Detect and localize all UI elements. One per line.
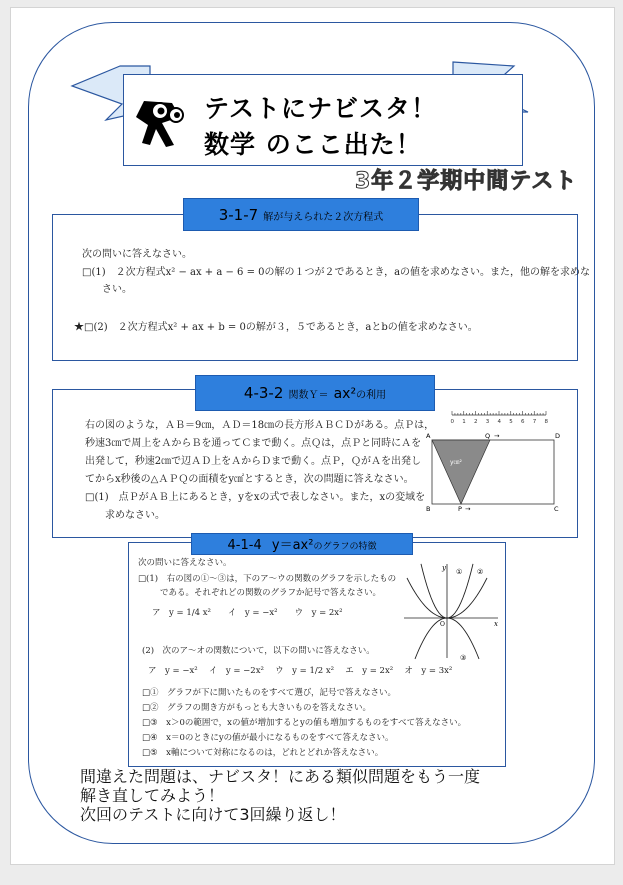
parabola-graph <box>402 560 502 666</box>
ruler-label: 6 <box>521 419 525 425</box>
s3-q2-options: ア y = −x² イ y = −2x² ウ y = 1/2 x² エ y = 2x² オ y = 3x² <box>148 666 453 676</box>
ruler-label: 0 <box>450 419 454 425</box>
footer-line: 次回のテストに向けて3回繰り返し！ <box>80 805 346 824</box>
arrow-right-icon: → <box>494 432 500 440</box>
s3-q2-intro: (2) 次のア～オの関数について，以下の問いに答えなさい。 <box>142 646 375 656</box>
section-4-1-4-tab <box>191 533 413 555</box>
tab-code: 4-1-4 <box>227 538 262 553</box>
s3-item: □④ x＝0のときにyの値が最小になるものをすべて答えなさい。 <box>142 733 394 743</box>
s1-intro: 次の問いに答えなさい。 <box>82 249 192 260</box>
label-a: A <box>426 432 431 440</box>
s3-item: □② グラフの開き方がもっとも大きいものを答えなさい。 <box>142 703 372 713</box>
s3-item: □③ x＞0の範囲で，xの値が増加するとyの値も増加するものをすべて答えなさい。 <box>142 718 467 728</box>
s3-intro: 次の問いに答えなさい。 <box>138 558 232 568</box>
arrow-right-icon: → <box>465 505 471 513</box>
ruler-label: 1 <box>462 419 466 425</box>
navista-mascot-icon <box>132 95 188 151</box>
curve-label-2: ② <box>477 568 484 576</box>
tab-code: 4-3-2 <box>243 384 284 402</box>
s3-item: □⑤ x軸について対称になるのは，どれとどれか答えなさい。 <box>142 748 384 758</box>
s3-q1-line2: である。それぞれどの関数のグラフか記号で答えなさい。 <box>160 588 382 598</box>
ruler-label: 8 <box>544 419 548 425</box>
tab-title-a: 関数Ｙ＝ <box>288 390 329 401</box>
ruler-label: 5 <box>509 419 513 425</box>
tab-title-a: y＝ <box>271 538 293 553</box>
tab-title-b: ax² <box>292 538 314 553</box>
section-4-3-2-tab <box>195 375 435 411</box>
title-box <box>123 74 523 166</box>
tab-title-b: ax² <box>333 386 357 402</box>
curve-label-3: ③ <box>460 654 467 662</box>
axis-x: x <box>494 620 498 628</box>
label-p: P <box>458 505 462 513</box>
ruler-label: 4 <box>497 419 501 425</box>
s2-line: 右の図のような，ＡＢ＝9㎝，ＡＤ＝18㎝の長方形ＡＢＣＤがある。点Ｐは， <box>85 420 435 431</box>
s2-line: てからx秒後の△ＡＰＱの面積をy㎠とするとき，次の問題に答えなさい。 <box>85 474 414 485</box>
title-line-2: 数学 のここ出た！ <box>204 130 422 159</box>
s2-line: 秒速3㎝で周上をＡからＢを通ってＣまで動く。点Ｑは，点Ｐと同時にＡを <box>85 438 422 449</box>
label-q: Q <box>485 432 491 440</box>
curve-label-1: ① <box>456 568 463 576</box>
s3-q1-options: ア y = 1/4 x² イ y = −x² ウ y = 2x² <box>152 608 343 618</box>
axis-y: y <box>442 564 446 572</box>
ruler-label: 7 <box>532 419 537 425</box>
footer-line: 解き直してみよう！ <box>80 786 225 805</box>
label-c: C <box>554 505 559 513</box>
s2-line: 求めなさい。 <box>105 510 165 521</box>
tab-title: 解が与えられた２次方程式 <box>263 212 384 223</box>
s3-q1-line1: □(1) 右の図の①～③は，下のア～ウの関数のグラフを示したもの <box>138 574 397 584</box>
label-b: B <box>426 505 431 513</box>
section-3-1-7-tab <box>183 198 419 231</box>
label-d: D <box>555 432 561 440</box>
tab-title-c: の利用 <box>356 390 387 401</box>
s1-q1-line2: さい。 <box>102 284 132 295</box>
rectangle-figure <box>424 408 564 518</box>
s3-item: □① グラフが下に開いたものをすべて選び，記号で答えなさい。 <box>142 688 397 698</box>
footer-message <box>80 767 480 824</box>
s1-q1-line1: □(1) ２次方程式x² − ax + a − 6 = 0の解の１つが２であるとき，aの値を求めなさい。また，他の解を求めな <box>82 267 591 278</box>
ruler-label: 3 <box>485 419 490 425</box>
page-subtitle: 3年２学期中間テスト <box>355 169 578 194</box>
ruler-label: 2 <box>474 419 478 425</box>
tab-code: 3-1-7 <box>218 206 259 224</box>
origin: O <box>440 621 445 628</box>
s1-q2: ★□(2) ２次方程式x² + ax + b = 0の解が３，５であるとき，aとbの値を求めなさい。 <box>74 322 478 333</box>
s2-line: 出発して，秒速2㎝で辺ＡＤ上をＡからＤまで動く。点Ｐ，ＱがＡを出発し <box>85 456 421 467</box>
label-area: y㎝² <box>450 459 462 466</box>
footer-line: 間違えた問題は、ナビスタ！にある類似問題をもう一度 <box>80 767 481 786</box>
tab-title-c: のグラフの特徴 <box>313 542 377 552</box>
title-line-1: テストにナビスタ！ <box>204 94 438 123</box>
s2-line: □(1) 点ＰがＡＢ上にあるとき，yをxの式で表しなさい。また，xの変域を <box>85 492 426 503</box>
